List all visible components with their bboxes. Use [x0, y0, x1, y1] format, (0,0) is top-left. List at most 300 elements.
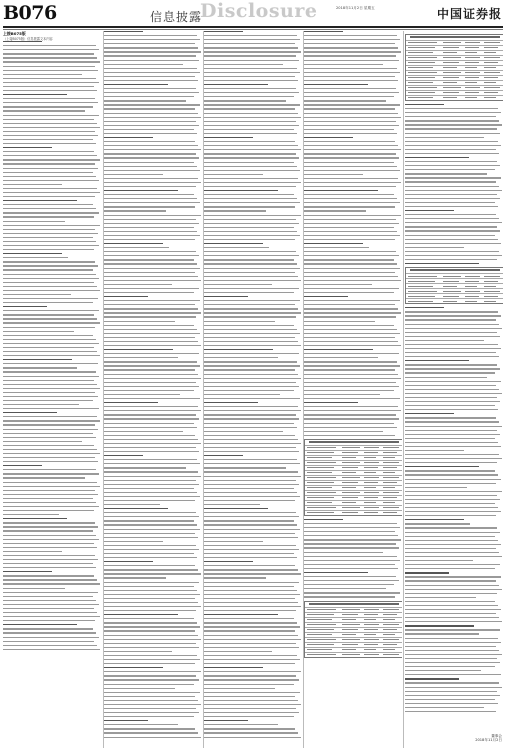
text-line — [104, 129, 194, 130]
text-line — [104, 610, 196, 611]
text-line — [104, 390, 194, 391]
text-line — [104, 504, 160, 505]
text-line — [204, 268, 300, 269]
text-line — [3, 123, 97, 124]
text-line — [104, 194, 194, 195]
table-cell — [443, 42, 461, 43]
text-line — [304, 149, 401, 150]
text-lines — [304, 519, 402, 598]
text-line — [304, 556, 397, 557]
table-cell — [484, 286, 496, 287]
text-line — [3, 490, 95, 491]
text-line — [104, 345, 201, 346]
table-cell — [307, 654, 336, 655]
table-cell — [307, 487, 332, 488]
text-line — [304, 357, 378, 358]
text-line — [204, 573, 301, 574]
text-line — [204, 635, 298, 636]
text-line — [204, 198, 297, 199]
text-line — [405, 699, 495, 700]
text-line — [104, 480, 196, 481]
text-line — [405, 642, 501, 643]
text-line — [405, 703, 498, 704]
text-lines — [204, 31, 302, 738]
table-cell — [484, 87, 500, 88]
table-cell — [484, 47, 498, 48]
text-line — [104, 590, 197, 591]
text-line — [304, 108, 395, 109]
text-line — [304, 588, 386, 589]
text-line — [3, 571, 52, 572]
text-line — [204, 639, 301, 640]
text-line — [304, 402, 358, 403]
text-line — [204, 410, 301, 411]
table-cell — [364, 634, 376, 635]
text-line — [405, 247, 464, 248]
text-line — [204, 255, 299, 256]
text-line — [204, 663, 295, 664]
text-line — [304, 300, 400, 301]
text-line — [3, 371, 96, 372]
text-line — [3, 404, 79, 405]
text-line — [104, 304, 195, 305]
table-caption — [410, 269, 500, 271]
text-line — [405, 601, 495, 602]
text-line — [3, 49, 99, 50]
table-caption — [410, 36, 500, 38]
text-line — [405, 629, 500, 630]
text-line — [3, 306, 47, 307]
text-line — [104, 700, 198, 701]
text-line — [3, 637, 99, 638]
text-line — [204, 553, 294, 554]
text-line — [104, 679, 199, 680]
text-line — [104, 667, 163, 668]
table-cell — [342, 477, 360, 478]
text-line — [104, 455, 143, 456]
text-line — [104, 149, 201, 150]
text-line — [104, 459, 197, 460]
table-cell — [408, 62, 435, 63]
text-line — [3, 563, 93, 564]
text-line — [304, 345, 401, 346]
text-line — [204, 51, 301, 52]
text-line — [3, 339, 96, 340]
text-line — [405, 589, 502, 590]
text-line — [104, 427, 197, 428]
text-line — [3, 286, 97, 287]
text-line — [204, 577, 266, 578]
text-line — [405, 328, 502, 329]
text-line — [204, 239, 295, 240]
text-line — [104, 227, 194, 228]
text-line — [304, 288, 399, 289]
table-cell — [364, 477, 380, 478]
text-line — [3, 127, 100, 128]
text-line — [304, 312, 401, 313]
text-line — [3, 176, 96, 177]
text-line — [3, 253, 62, 254]
table-cell — [408, 291, 437, 292]
text-line — [3, 106, 93, 107]
text-line — [304, 539, 401, 540]
masthead-rule-thick — [3, 26, 503, 28]
text-line — [3, 530, 93, 531]
text-line — [3, 628, 93, 629]
text-line — [304, 92, 399, 93]
text-line — [304, 145, 398, 146]
table-cell — [342, 492, 360, 493]
text-line — [3, 155, 97, 156]
text-line — [405, 442, 498, 443]
text-line — [104, 215, 201, 216]
text-line — [104, 655, 197, 656]
text-line — [405, 483, 496, 484]
text-line — [304, 121, 396, 122]
text-line — [104, 268, 200, 269]
table-cell — [484, 42, 500, 43]
text-line — [405, 372, 495, 373]
text-line — [204, 231, 297, 232]
text-line — [204, 418, 299, 419]
text-line — [405, 682, 499, 683]
text-line — [204, 569, 298, 570]
table-cell — [307, 502, 332, 503]
text-line — [104, 716, 194, 717]
text-line — [3, 408, 99, 409]
text-line — [204, 104, 300, 105]
text-line — [204, 333, 300, 334]
table-cell — [443, 87, 461, 88]
text-line — [204, 724, 278, 725]
table-cell — [465, 82, 477, 83]
text-line — [104, 316, 196, 317]
text-line — [3, 632, 96, 633]
text-line — [104, 737, 201, 738]
text-line — [204, 349, 273, 350]
text-line — [405, 434, 500, 435]
text-line — [405, 340, 484, 341]
text-line — [304, 198, 397, 199]
text-line — [204, 337, 295, 338]
text-line — [304, 418, 399, 419]
text-line — [204, 463, 300, 464]
text-lines — [3, 41, 101, 650]
text-line — [304, 182, 401, 183]
text-line — [204, 622, 297, 623]
table-cell — [408, 296, 435, 297]
text-line — [204, 728, 295, 729]
table-cell — [443, 301, 457, 302]
text-line — [405, 678, 459, 679]
table-cell — [465, 52, 477, 53]
text-line — [104, 622, 197, 623]
text-line — [104, 145, 198, 146]
text-line — [3, 494, 98, 495]
table-cell — [484, 62, 498, 63]
text-line — [204, 321, 275, 322]
text-line — [304, 596, 395, 597]
text-line — [3, 645, 97, 646]
text-line — [104, 96, 194, 97]
column-divider — [203, 31, 204, 748]
text-line — [104, 64, 183, 65]
text-line — [3, 225, 100, 226]
text-line — [304, 292, 394, 293]
text-line — [204, 594, 300, 595]
text-line — [3, 110, 85, 111]
text-line — [204, 386, 299, 387]
text-line — [304, 84, 368, 85]
text-line — [3, 380, 94, 381]
table-cell — [342, 452, 358, 453]
table-cell — [307, 492, 336, 493]
table-cell — [383, 462, 399, 463]
table-cell — [465, 72, 481, 73]
text-line — [104, 349, 173, 350]
text-line — [204, 312, 301, 313]
text-line — [405, 405, 495, 406]
text-line — [104, 263, 197, 264]
text-line — [304, 141, 395, 142]
text-line — [304, 349, 373, 350]
text-line — [204, 166, 297, 167]
text-line — [104, 178, 198, 179]
text-line — [3, 327, 95, 328]
table-cell — [364, 467, 378, 468]
text-line — [204, 659, 300, 660]
text-line — [405, 417, 496, 418]
text-line — [104, 357, 178, 358]
text-line — [204, 712, 299, 713]
table-cell — [364, 447, 380, 448]
text-line — [204, 414, 296, 415]
text-lines — [405, 104, 503, 264]
text-line — [3, 453, 100, 454]
text-line — [3, 245, 99, 246]
table-cell — [383, 629, 397, 630]
text-line — [204, 170, 300, 171]
text-line — [304, 386, 399, 387]
text-line — [3, 539, 99, 540]
text-line — [104, 47, 198, 48]
text-line — [3, 70, 98, 71]
table-cell — [383, 482, 397, 483]
text-line — [3, 314, 94, 315]
text-line — [3, 388, 100, 389]
table-cell — [383, 497, 397, 498]
text-line — [405, 381, 501, 382]
text-line — [304, 231, 397, 232]
table-cell — [443, 62, 459, 63]
text-line — [405, 194, 497, 195]
table-cell — [484, 296, 498, 297]
text-line — [304, 410, 401, 411]
text-line — [104, 594, 200, 595]
table-cell — [383, 507, 399, 508]
financial-table — [304, 439, 402, 516]
table-cell — [383, 477, 399, 478]
text-line — [104, 104, 200, 105]
text-line — [204, 223, 299, 224]
text-line — [104, 288, 199, 289]
text-line — [104, 402, 158, 403]
text-line — [104, 720, 148, 721]
text-line — [3, 184, 62, 185]
text-line — [3, 53, 94, 54]
text-line — [104, 312, 201, 313]
text-line — [405, 173, 487, 174]
table-cell — [342, 497, 358, 498]
text-line — [104, 386, 199, 387]
table-cell — [307, 614, 334, 615]
financial-table — [304, 601, 402, 658]
text-line — [104, 537, 198, 538]
text-line — [3, 482, 97, 483]
text-line — [104, 569, 198, 570]
table-cell — [307, 472, 332, 473]
text-line — [405, 161, 497, 162]
text-line — [3, 416, 97, 417]
text-line — [304, 398, 400, 399]
text-line — [405, 695, 500, 696]
text-line — [204, 602, 298, 603]
table-cell — [443, 67, 457, 68]
table-cell — [342, 619, 356, 620]
text-line — [304, 333, 400, 334]
text-line — [204, 667, 263, 668]
table-cell — [383, 624, 399, 625]
text-line — [104, 72, 200, 73]
table-cell — [465, 67, 477, 68]
text-line — [204, 435, 295, 436]
table-cell — [364, 497, 378, 498]
text-line — [104, 520, 194, 521]
text-line — [405, 548, 496, 549]
table-cell — [307, 457, 332, 458]
text-line — [204, 72, 300, 73]
text-line — [104, 255, 199, 256]
text-line — [304, 88, 396, 89]
text-line — [405, 409, 498, 410]
text-line — [405, 385, 496, 386]
text-line — [204, 590, 297, 591]
text-line — [405, 401, 500, 402]
table-row — [305, 652, 402, 657]
text-line — [405, 503, 495, 504]
text-line — [104, 206, 195, 207]
text-line — [3, 514, 59, 515]
table-cell — [443, 97, 457, 98]
text-line — [204, 394, 280, 395]
text-line — [3, 233, 98, 234]
text-line — [204, 92, 299, 93]
text-line — [3, 86, 94, 87]
text-line — [104, 529, 200, 530]
text-line — [104, 524, 197, 525]
text-line — [3, 376, 99, 377]
text-line — [104, 708, 196, 709]
text-line — [304, 133, 397, 134]
text-line — [104, 190, 178, 191]
text-line — [304, 251, 396, 252]
text-line — [3, 535, 96, 536]
text-line — [304, 43, 395, 44]
text-line — [304, 592, 400, 593]
table-cell — [383, 609, 399, 610]
text-line — [304, 178, 398, 179]
text-line — [204, 732, 298, 733]
text-line — [405, 165, 500, 166]
text-line — [3, 163, 95, 164]
table-caption — [309, 441, 399, 443]
text-line — [405, 564, 500, 565]
table-cell — [484, 276, 500, 277]
text-line — [3, 115, 99, 116]
table-cell — [443, 47, 459, 48]
text-line — [204, 157, 299, 158]
text-line — [104, 76, 195, 77]
text-line — [204, 488, 294, 489]
text-line — [405, 650, 499, 651]
text-line — [204, 64, 283, 65]
table-cell — [342, 462, 360, 463]
text-line — [204, 427, 297, 428]
text-line — [3, 282, 94, 283]
text-line — [104, 606, 201, 607]
text-line — [3, 588, 65, 589]
table-cell — [342, 482, 358, 483]
text-line — [3, 331, 74, 332]
text-line — [304, 190, 378, 191]
table-cell — [364, 624, 380, 625]
text-line — [104, 247, 169, 248]
text-line — [304, 406, 398, 407]
table-cell — [408, 47, 435, 48]
text-line — [3, 261, 95, 262]
text-line — [204, 43, 295, 44]
text-line — [204, 582, 299, 583]
text-line — [104, 443, 201, 444]
text-line — [405, 479, 501, 480]
table-cell — [408, 276, 437, 277]
text-line — [204, 280, 301, 281]
table-cell — [342, 624, 360, 625]
text-line — [405, 190, 502, 191]
table-cell — [383, 447, 399, 448]
text-line — [3, 604, 99, 605]
table-cell — [465, 301, 477, 302]
table-cell — [307, 497, 334, 498]
text-line — [3, 367, 77, 368]
table-cell — [342, 629, 358, 630]
text-line — [405, 519, 464, 520]
table-cell — [364, 609, 380, 610]
text-line — [304, 31, 343, 32]
text-line — [204, 692, 300, 693]
text-line — [3, 429, 98, 430]
text-line — [3, 596, 93, 597]
text-line — [104, 598, 195, 599]
text-line — [204, 96, 294, 97]
column-divider — [303, 31, 304, 748]
text-line — [405, 670, 481, 671]
text-line — [204, 529, 300, 530]
text-line — [104, 471, 198, 472]
text-line — [3, 547, 97, 548]
text-line — [104, 39, 200, 40]
text-line — [405, 536, 495, 537]
